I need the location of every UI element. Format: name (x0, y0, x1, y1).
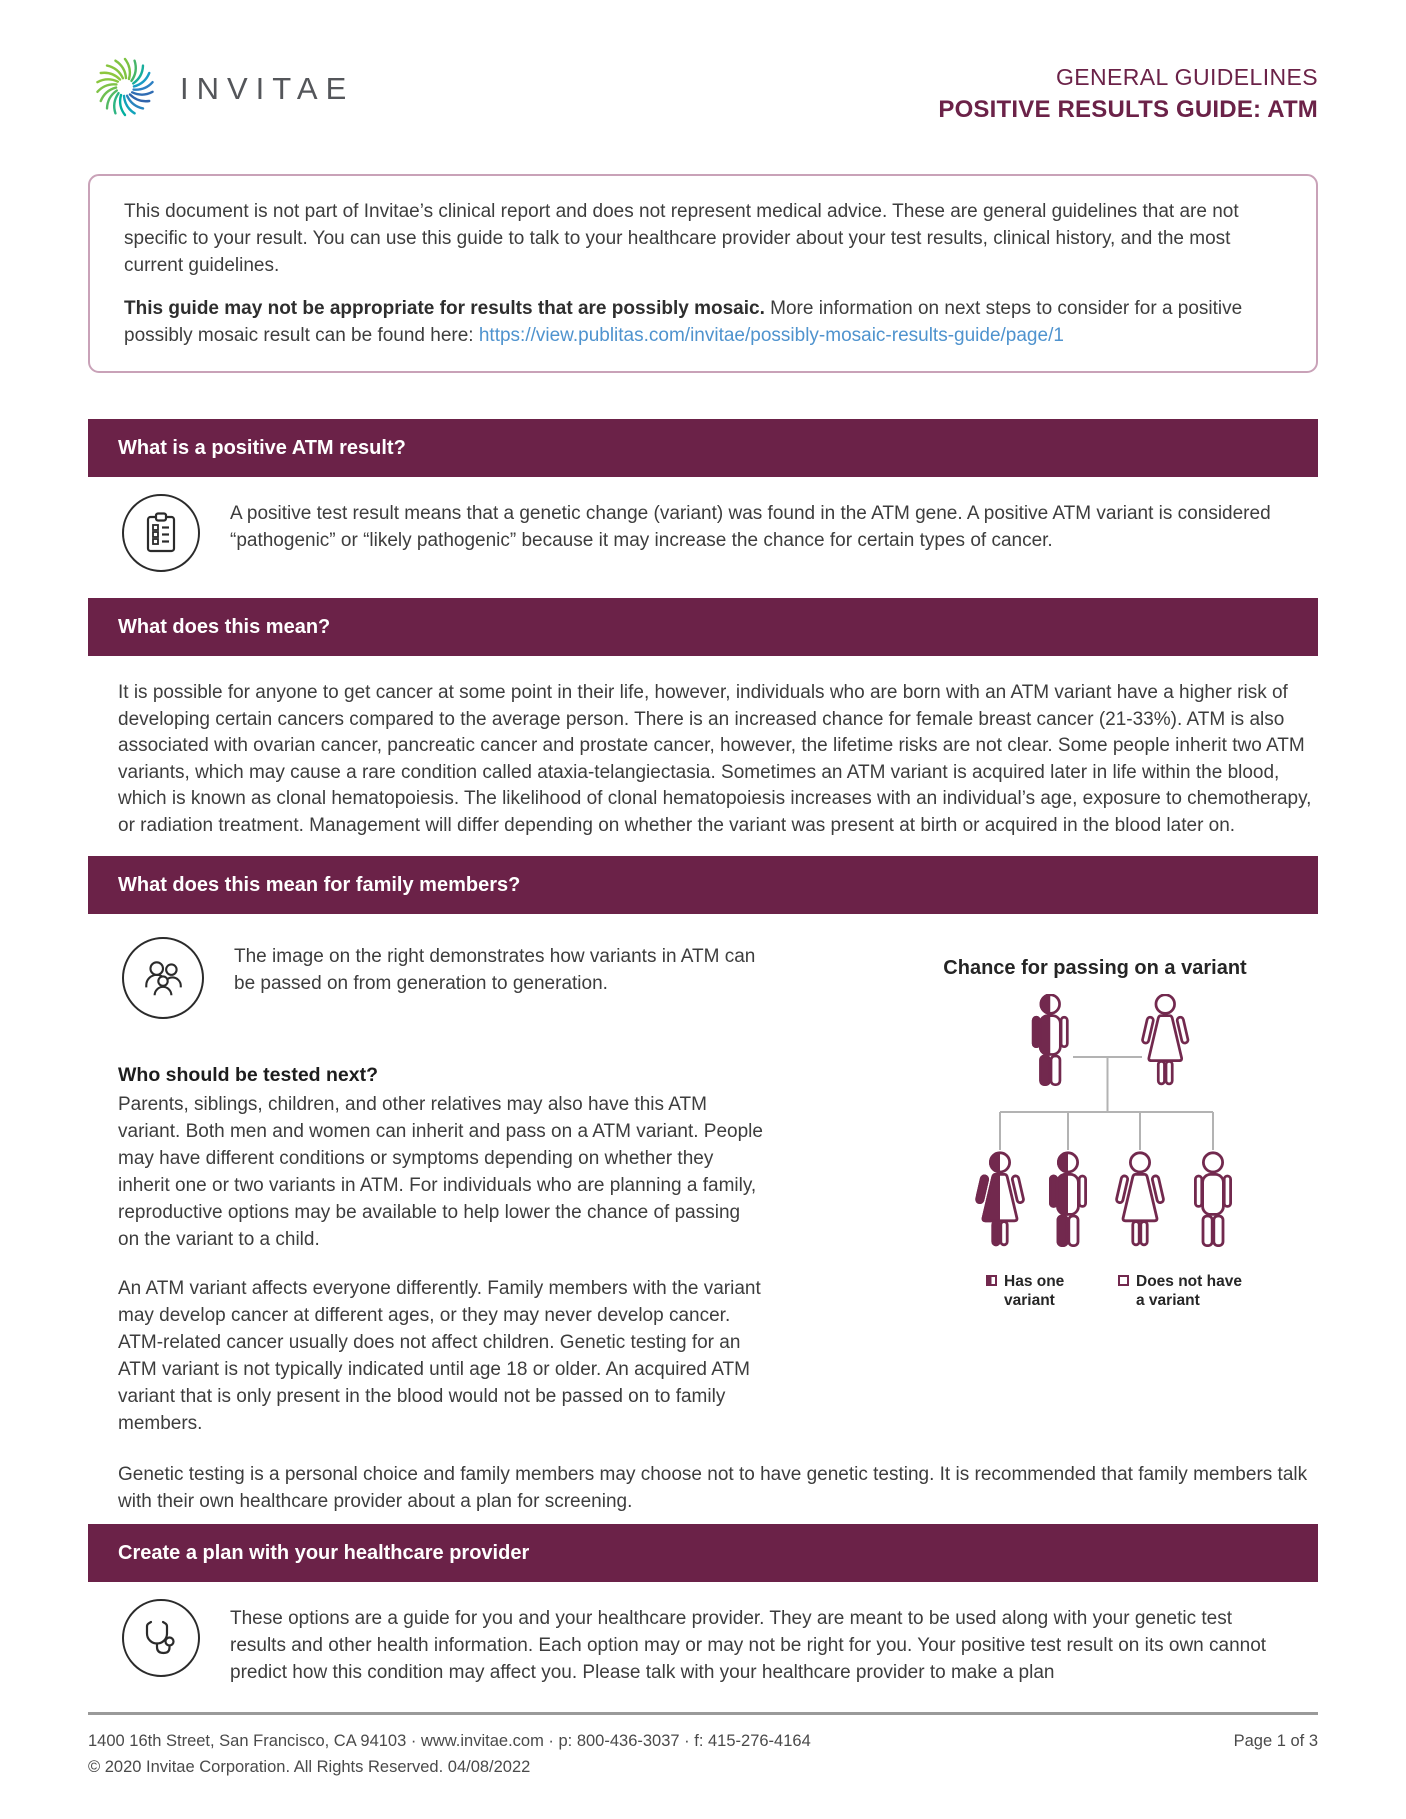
section-header-positive-result: What is a positive ATM result? (88, 419, 1318, 477)
page-footer (88, 1712, 1318, 1777)
who-tested-subheading: Who should be tested next? (118, 1064, 379, 1086)
positive-result-row (88, 494, 1318, 572)
legend-no-variant (1118, 1272, 1248, 1310)
family-left-column (88, 937, 778, 1437)
family-intro-text: The image on the right demonstrates how variants in ATM can be passed on from generation to generation. (234, 946, 756, 994)
invitae-logo-icon (88, 50, 162, 124)
clipboard-icon (122, 494, 200, 572)
child-male-figure (1195, 1153, 1230, 1246)
parent-male-carrier-figure (1033, 995, 1067, 1085)
pedigree-legend (870, 1272, 1330, 1310)
parent-female-figure (1142, 995, 1189, 1084)
legend-no-variant-label: Does not have a variant (1136, 1273, 1242, 1309)
family-intro-row (88, 937, 778, 1019)
document-meta (938, 50, 1318, 124)
half-filled-square-icon (986, 1275, 997, 1286)
section-header-meaning: What does this mean? (88, 598, 1318, 656)
pedigree-diagram (870, 957, 1330, 1310)
meaning-body: It is possible for anyone to get cancer at some point in their life, however, individuals who are born with an ATM variant have a higher risk of developing certain cancers compared to the average person. There is an increased chance for female breast cancer (21-33%). ATM is also associated with ovarian cancer, pancreatic cancer and prostate cancer, however, the lifetime risks are not clear. Some people inherit two ATM variants, which may cause a rare condition called ataxia-telangiectasia. Sometimes an ATM variant is acquired later in life within the blood, which is known as clonal hematopoiesis. The likelihood of clonal hematopoiesis increases with an individual’s age, exposure to chemotherapy, or radiation treatment. Management will differ depending on whether the variant was present at birth or acquired in the blood later on. (118, 682, 1312, 836)
disclaimer-paragraph: This document is not part of Invitae’s clinical report and does not represent medical advice. These are general guidelines that are not specific to your result. You can use this guide to talk to your healthcare provider about your test results, clinical history, and the most current guidelines. (124, 201, 1239, 276)
family-paragraph-2: An ATM variant affects everyone differently. Family members with the variant may develop cancer at different ages, or they may never develop cancer. ATM-related cancer usually does not affect children. Genetic testing for an ATM variant is not typically indicated until age 18 or older. An acquired ATM variant that is only present in the blood would not be passed on to family members. (118, 1278, 761, 1434)
plan-row (88, 1599, 1318, 1686)
mosaic-guide-link[interactable]: https://view.publitas.com/invitae/possibly-mosaic-results-guide/page/1 (478, 325, 1064, 346)
legend-has-variant (986, 1272, 1074, 1310)
pedigree-title: Chance for passing on a variant (943, 957, 1247, 979)
footer-divider (88, 1712, 1318, 1715)
family-section (88, 937, 1318, 1437)
disclaimer-box (88, 174, 1318, 373)
child-male-carrier-figure (1050, 1153, 1085, 1246)
section-header-plan: Create a plan with your healthcare provider (88, 1524, 1318, 1582)
doc-type-label: GENERAL GUIDELINES (1056, 64, 1318, 90)
footer-address: 1400 16th Street, San Francisco, CA 94103 · www.invitae.com · p: 800-436-3037 · f: 415-276-4164 (88, 1732, 811, 1750)
mosaic-note-rest: More information on next steps to consider for a positive possibly mosaic result can be found here: (124, 298, 1243, 346)
mosaic-note-paragraph (124, 295, 1282, 349)
family-paragraph-3: Genetic testing is a personal choice and family members may choose not to have genetic testing. It is recommended that family members talk with their own healthcare provider about a plan for screening. (118, 1464, 1308, 1512)
positive-result-body: A positive test result means that a genetic change (variant) was found in the ATM gene. A positive ATM variant is considered “pathogenic” or “likely pathogenic” because it may increase the chance for certain types of cancer. (230, 503, 1271, 551)
mosaic-note-bold: This guide may not be appropriate for results that are possibly mosaic. (124, 298, 765, 319)
section-header-family: What does this mean for family members? (88, 856, 1318, 914)
stethoscope-icon (122, 1599, 200, 1677)
pedigree-chart (870, 994, 1320, 1254)
family-icon (122, 937, 204, 1019)
footer-copyright: © 2020 Invitae Corporation. All Rights Reserved. 04/08/2022 (88, 1758, 531, 1776)
family-paragraph-1: Parents, siblings, children, and other relatives may also have this ATM variant. Both men and women can inherit and pass on a ATM variant. People may have different conditions or symptoms depending on whether they inherit one or two variants in ATM. For individuals who are planning a family, reproductive options may be available to help lower the chance of passing on the variant to a child. (118, 1094, 763, 1250)
invitae-brand (88, 50, 354, 124)
page-title: POSITIVE RESULTS GUIDE: ATM (938, 96, 1318, 123)
child-female-figure (1116, 1153, 1164, 1245)
legend-has-variant-label: Has one variant (1004, 1273, 1065, 1309)
masthead (88, 0, 1318, 124)
plan-body: These options are a guide for you and your healthcare provider. They are meant to be used along with your genetic test results and other health information. Each option may or may not be right for you. Your positive test result on its own cannot predict how this condition may affect you. Please talk with your healthcare provider to make a plan (230, 1608, 1267, 1683)
invitae-wordmark: INVITAE (180, 71, 355, 106)
footer-page-number: Page 1 of 3 (1233, 1732, 1318, 1750)
outline-square-icon (1118, 1275, 1129, 1286)
child-female-carrier-figure (976, 1153, 1024, 1245)
